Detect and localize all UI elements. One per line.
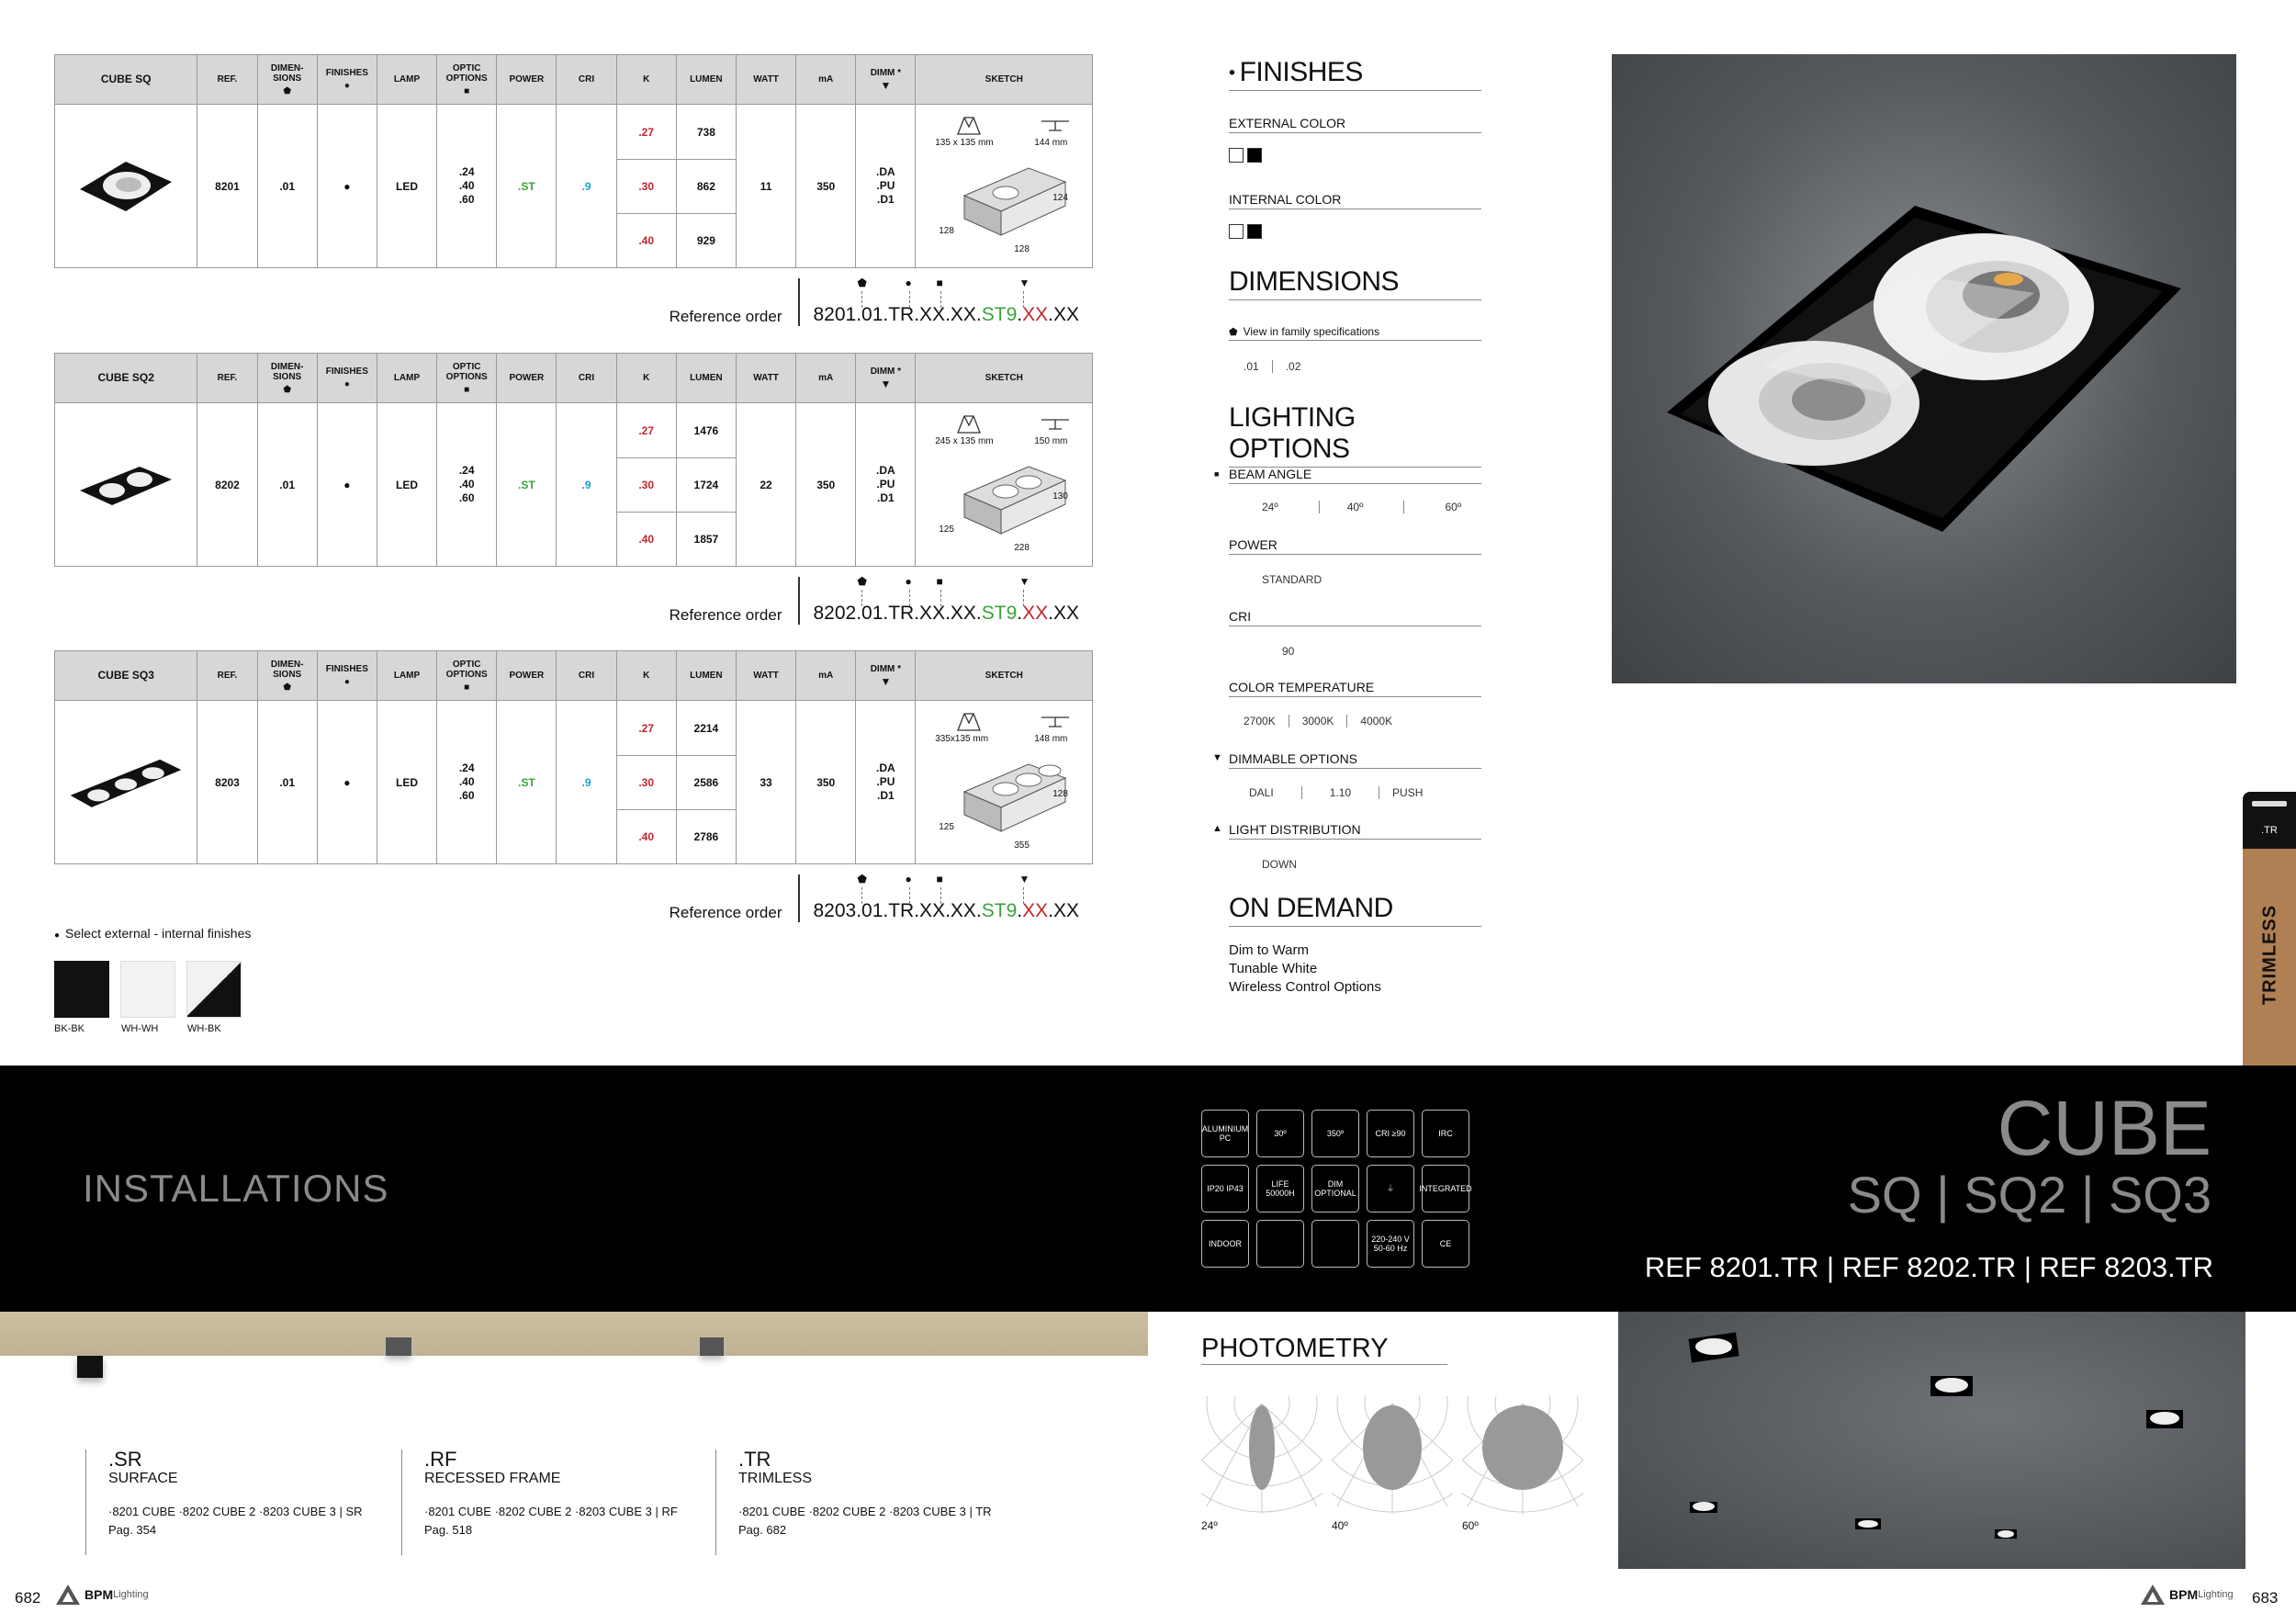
sketch-cell (916, 105, 1093, 268)
sketch-cell (916, 701, 1093, 864)
on-demand-list: Dim to Warm Tunable White Wireless Control Options (1229, 942, 1381, 995)
k-value: .40 (616, 513, 676, 567)
k-value: .30 (616, 160, 676, 214)
install-code: .SR (108, 1448, 142, 1471)
product-thumbnail (55, 701, 197, 864)
feature-icon (1256, 1220, 1304, 1268)
sketch-dim-label: 128 (1052, 788, 1068, 799)
col-optic: OPTIC OPTIONS ■ (437, 651, 497, 701)
cri-label: CRI (1229, 609, 1481, 626)
finish-select-label: ● Select external - internal finishes (54, 926, 252, 941)
feature-icon: DIM OPTIONAL (1311, 1165, 1359, 1212)
sketch-top-icon (955, 412, 983, 434)
product-subtitle: SQ | SQ2 | SQ3 (1847, 1166, 2212, 1224)
dimmable-options: DALI 1.10 PUSH (1236, 786, 1435, 799)
k-value: .30 (616, 458, 676, 513)
ceiling-photo (1618, 1312, 2245, 1569)
cri-value: .9 (557, 701, 616, 864)
feature-icon: INDOOR (1201, 1220, 1249, 1268)
reference-order (670, 577, 1079, 625)
col-optic: OPTIC OPTIONS ■ (437, 55, 497, 105)
lumen-value: 2214 (676, 701, 736, 756)
ma-value: 350 (796, 701, 856, 864)
k-value: .40 (616, 810, 676, 864)
dimension-value: .01 (257, 403, 317, 567)
col-dimensions: DIMEN- SIONS ⬟ (257, 354, 317, 403)
product-title: CUBE (1997, 1085, 2212, 1171)
view-family-label: ⬟ View in family specifications (1229, 325, 1481, 341)
install-page: Pag. 682 (738, 1523, 787, 1537)
swatch-wh-bk[interactable] (186, 961, 242, 1018)
sketch-side-icon (1040, 118, 1071, 134)
sketch-dim-label: 148 mm (1034, 733, 1068, 744)
dimm-values: .DA .PU .D1 (856, 403, 916, 567)
col-ref: REF. (197, 651, 257, 701)
reference-order-code: ⬟ ● ■ ▼ 8201.01.TR.XX.XX.ST9.XX.XX (798, 278, 1079, 326)
lumen-value: 929 (676, 214, 736, 268)
external-color-label: EXTERNAL COLOR (1229, 116, 1481, 133)
power-label: POWER (1229, 537, 1481, 555)
swatch-wh-wh[interactable] (120, 961, 175, 1018)
ref-value: 8202 (197, 403, 257, 567)
col-dimensions: DIMEN- SIONS ⬟ (257, 55, 317, 105)
reference-order-code: ⬟ ● ■ ▼ 8203.01.TR.XX.XX.ST9.XX.XX (798, 874, 1079, 922)
col-ref: REF. (197, 354, 257, 403)
finish-dot: ● (317, 701, 377, 864)
spec-table (54, 650, 1093, 864)
install-page: Pag. 518 (424, 1523, 473, 1537)
installation-option[interactable] (738, 1449, 992, 1539)
table-name: CUBE SQ2 (55, 354, 197, 403)
product-thumbnail (55, 105, 197, 268)
lamp-value: LED (377, 105, 436, 268)
sketch-side-icon (1040, 714, 1071, 730)
col-ref: REF. (197, 55, 257, 105)
col-finishes: FINISHES ● (317, 55, 377, 105)
swatch-bk-bk[interactable] (54, 961, 109, 1018)
cri-value: .9 (557, 403, 616, 567)
watt-value: 33 (736, 701, 795, 864)
right-brand-logo: BPM Lighting (2140, 1584, 2234, 1606)
dimension-value: .01 (257, 105, 317, 268)
lamp-value: LED (377, 701, 436, 864)
k-value: .27 (616, 105, 676, 160)
reference-order-code: ⬟ ● ■ ▼ 8202.01.TR.XX.XX.ST9.XX.XX (798, 577, 1079, 625)
lumen-value: 2786 (676, 810, 736, 864)
col-cri: CRI (557, 354, 616, 403)
ma-value: 350 (796, 403, 856, 567)
optic-values: .24 .40 .60 (437, 105, 497, 268)
photometry-diagram (1201, 1396, 1322, 1518)
lumen-value: 1476 (676, 403, 736, 458)
reference-order-label: Reference order (669, 308, 782, 325)
col-watt: WATT (736, 651, 795, 701)
lumen-value: 1857 (676, 513, 736, 567)
ref-value: 8203 (197, 701, 257, 864)
col-k: K (616, 55, 676, 105)
feature-icon: 220-240 V 50-60 Hz (1367, 1220, 1414, 1268)
swatch-label: BK-BK (54, 1023, 85, 1034)
col-cri: CRI (557, 651, 616, 701)
dimensions-section: DIMENSIONS (1229, 266, 1481, 300)
installations-title: INSTALLATIONS (83, 1167, 389, 1210)
feature-icon: 350º (1311, 1110, 1359, 1157)
sketch-dim-label: 128 (1014, 243, 1030, 254)
feature-icon: ⏚ (1367, 1165, 1414, 1212)
installation-option[interactable] (108, 1449, 363, 1539)
feature-icon: LIFE 50000H (1256, 1165, 1304, 1212)
power-value: .ST (497, 701, 557, 864)
lumen-value: 862 (676, 160, 736, 214)
install-name: RECESSED FRAME (424, 1471, 561, 1486)
lamp-value: LED (377, 403, 436, 567)
color-temp-options: 2700K 3000K 4000K (1231, 715, 1405, 727)
dimm-values: .DA .PU .D1 (856, 701, 916, 864)
beam-angle-label: ■ BEAM ANGLE (1229, 467, 1481, 484)
col-finishes: FINISHES ● (317, 651, 377, 701)
col-power: POWER (497, 651, 557, 701)
dimm-values: .DA .PU .D1 (856, 105, 916, 268)
install-name: SURFACE (108, 1471, 178, 1486)
dimension-options: .01 .02 (1231, 360, 1313, 373)
feature-icon: IRC (1422, 1110, 1469, 1157)
feature-icon: IP20 IP43 (1201, 1165, 1249, 1212)
col-cri: CRI (557, 55, 616, 105)
reference-order (670, 874, 1079, 922)
left-page-number: 682 (15, 1589, 41, 1607)
lumen-value: 738 (676, 105, 736, 160)
col-watt: WATT (736, 55, 795, 105)
col-ma: mA (796, 354, 856, 403)
sketch-cell (916, 403, 1093, 567)
product-refs: REF 8201.TR | REF 8202.TR | REF 8203.TR (1644, 1251, 2213, 1283)
photometry-label: 40º (1332, 1519, 1348, 1532)
sketch-dim-label: 144 mm (1034, 137, 1068, 148)
install-page: Pag. 354 (108, 1523, 157, 1537)
external-color-swatches[interactable] (1229, 147, 1266, 164)
col-sketch: SKETCH (916, 651, 1093, 701)
sketch-top-icon (955, 710, 983, 732)
product-thumbnail (55, 403, 197, 567)
feature-icon: INTEGRATED (1422, 1165, 1469, 1212)
k-value: .40 (616, 214, 676, 268)
install-code: .RF (424, 1448, 457, 1471)
sketch-dim-label: 355 (1014, 840, 1030, 851)
feature-icon: 30º (1256, 1110, 1304, 1157)
recessed-fixture-image (386, 1337, 411, 1356)
dimmable-options-label: ▼ DIMMABLE OPTIONS (1229, 751, 1481, 769)
power-value: .ST (497, 403, 557, 567)
sketch-top-icon (955, 114, 983, 136)
install-refs: ·8201 CUBE ·8202 CUBE 2 ·8203 CUBE 3 | RF (424, 1505, 678, 1518)
sketch-dim-label: 150 mm (1034, 435, 1068, 446)
reference-order-label: Reference order (669, 904, 782, 921)
ref-value: 8201 (197, 105, 257, 268)
col-lamp: LAMP (377, 354, 436, 403)
lighting-options-section: LIGHTING OPTIONS (1229, 402, 1481, 468)
col-lamp: LAMP (377, 55, 436, 105)
on-demand-section: ON DEMAND (1229, 893, 1481, 927)
col-sketch: SKETCH (916, 55, 1093, 105)
col-dimm: DIMM * ▼ (856, 651, 916, 701)
power-value: .ST (497, 105, 557, 268)
col-k: K (616, 354, 676, 403)
feature-icon (1311, 1220, 1359, 1268)
sketch-dim-label: 128 (939, 225, 954, 236)
photometry-label: 60º (1462, 1519, 1479, 1532)
photometry-label: 24º (1201, 1519, 1218, 1532)
reference-order (670, 278, 1079, 326)
feature-icon: CRI ≥90 (1367, 1110, 1414, 1157)
ma-value: 350 (796, 105, 856, 268)
cri-options: 90 (1282, 645, 1295, 658)
col-dimm: DIMM * ▼ (856, 354, 916, 403)
col-lamp: LAMP (377, 651, 436, 701)
photometry-diagram (1462, 1396, 1583, 1518)
product-photo (1612, 54, 2236, 683)
watt-value: 11 (736, 105, 795, 268)
install-name: TRIMLESS (738, 1471, 813, 1486)
sketch-dim-label: 335x135 mm (935, 733, 989, 744)
spec-table (54, 54, 1093, 268)
col-dimensions: DIMEN- SIONS ⬟ (257, 651, 317, 701)
swatch-label: WH-WH (121, 1023, 159, 1034)
col-finishes: FINISHES ● (317, 354, 377, 403)
finish-dot: ● (317, 403, 377, 567)
trimless-fixture-image (700, 1337, 724, 1356)
sketch-dim-label: 125 (939, 821, 954, 832)
install-refs: ·8201 CUBE ·8202 CUBE 2 ·8203 CUBE 3 | TR (738, 1505, 992, 1518)
distribution-options: DOWN (1262, 858, 1297, 871)
col-ma: mA (796, 651, 856, 701)
surface-fixture-image (77, 1356, 103, 1378)
power-options: STANDARD (1262, 573, 1322, 586)
optic-values: .24 .40 .60 (437, 701, 497, 864)
light-distribution-label: ▲ LIGHT DISTRIBUTION (1229, 822, 1481, 840)
sketch-dim-label: 135 x 135 mm (935, 137, 994, 148)
swatch-label: WH-BK (187, 1023, 221, 1034)
col-lumen: LUMEN (676, 651, 736, 701)
col-lumen: LUMEN (676, 354, 736, 403)
sketch-dim-label: 130 (1052, 491, 1068, 502)
finishes-section: • FINISHES (1229, 57, 1481, 91)
section-tab-top[interactable]: .TR (2243, 792, 2296, 849)
col-optic: OPTIC OPTIONS ■ (437, 354, 497, 403)
k-value: .27 (616, 701, 676, 756)
section-tab-trimless[interactable]: TRIMLESS (2243, 849, 2296, 1066)
table-name: CUBE SQ (55, 55, 197, 105)
table-name: CUBE SQ3 (55, 651, 197, 701)
dimension-value: .01 (257, 701, 317, 864)
lumen-value: 2586 (676, 756, 736, 810)
finish-dot: ● (317, 105, 377, 268)
install-code: .TR (738, 1448, 771, 1471)
watt-value: 22 (736, 403, 795, 567)
col-watt: WATT (736, 354, 795, 403)
col-ma: mA (796, 55, 856, 105)
col-lumen: LUMEN (676, 55, 736, 105)
feature-icon: ALUMINIUM PC (1201, 1110, 1249, 1157)
ceiling-strip (0, 1312, 1148, 1356)
col-power: POWER (497, 354, 557, 403)
lumen-value: 1724 (676, 458, 736, 513)
col-k: K (616, 651, 676, 701)
beam-options: 24º 40º 60º (1249, 501, 1474, 513)
sketch-dim-label: 228 (1014, 542, 1030, 553)
col-sketch: SKETCH (916, 354, 1093, 403)
feature-icon: CE (1422, 1220, 1469, 1268)
sketch-side-icon (1040, 416, 1071, 433)
photometry-diagram (1332, 1396, 1453, 1518)
install-refs: ·8201 CUBE ·8202 CUBE 2 ·8203 CUBE 3 | SR (108, 1505, 363, 1518)
cri-value: .9 (557, 105, 616, 268)
internal-color-swatches[interactable] (1229, 223, 1266, 240)
reference-order-label: Reference order (669, 606, 782, 624)
sketch-dim-label: 245 x 135 mm (935, 435, 994, 446)
left-brand-logo: BPM Lighting (55, 1584, 149, 1606)
col-power: POWER (497, 55, 557, 105)
installation-option[interactable] (424, 1449, 678, 1539)
sketch-dim-label: 124 (1052, 192, 1068, 203)
internal-color-label: INTERNAL COLOR (1229, 192, 1481, 209)
photometry-title: PHOTOMETRY (1201, 1334, 1447, 1365)
k-value: .30 (616, 756, 676, 810)
optic-values: .24 .40 .60 (437, 403, 497, 567)
spec-table (54, 353, 1093, 567)
color-temperature-label: COLOR TEMPERATURE (1229, 680, 1481, 697)
col-dimm: DIMM * ▼ (856, 55, 916, 105)
sketch-dim-label: 125 (939, 524, 954, 535)
right-page-number: 683 (2252, 1589, 2279, 1607)
k-value: .27 (616, 403, 676, 458)
